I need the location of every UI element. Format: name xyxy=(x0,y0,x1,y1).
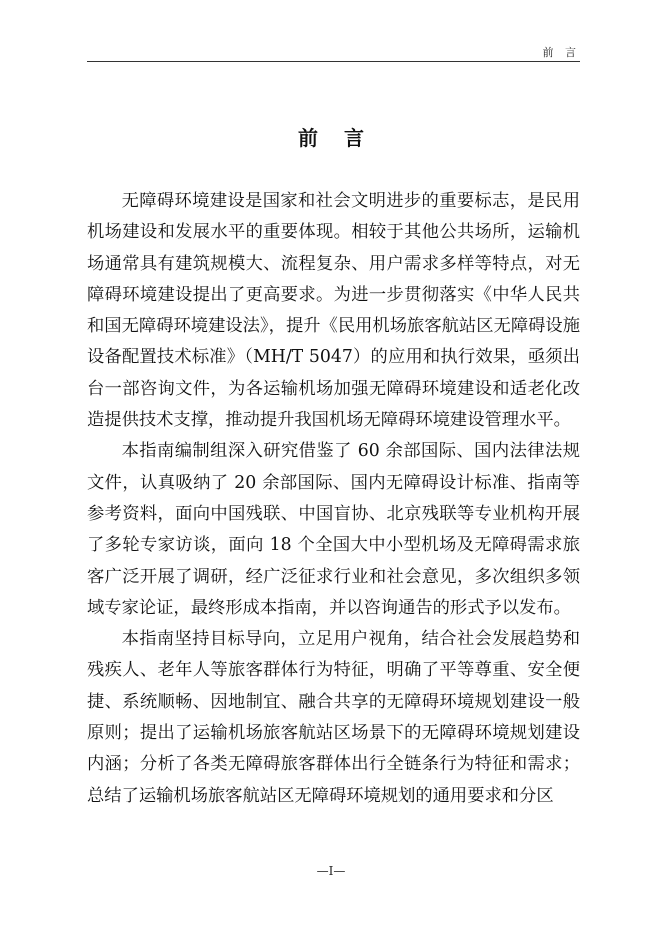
page-title: 前言 xyxy=(298,126,390,150)
paragraph-1: 无障碍环境建设是国家和社会文明进步的重要标志，是民用机场建设和发展水平的重要体现。相较于其他公共场所，运输机场通常具有建筑规模大、流程复杂、用户需求多样等特点，对无障碍环境建设提出了更高要求。为进一步贯彻落实《中华人民共和国无障碍环境建设法》，提升《民用机场旅客航站区无障碍设施设备配置技术标准》（MH/T 5047）的应用和执行效果，亟须出台一部咨询文件，为各运输机场加强无障碍环境建设和适老化改造提供技术支撑，推动提升我国机场无障碍环境建设管理水平。 xyxy=(87,191,580,431)
body-text xyxy=(87,186,580,812)
running-header: 前 言 xyxy=(542,46,580,59)
paragraph-3: 本指南坚持目标导向，立足用户视角，结合社会发展趋势和残疾人、老年人等旅客群体行为特征，明确了平等尊重、安全便捷、系统顺畅、因地制宜、融合共享的无障碍环境规划建设一般原则；提出了运输机场旅客航站区场景下的无障碍环境规划建设内涵；分析了各类无障碍旅客群体出行全链条行为特征和需求；总结了运输机场旅客航站区无障碍环境规划的通用要求和分区 xyxy=(87,629,580,806)
header-rule xyxy=(87,61,580,62)
page-number: —Ⅰ— xyxy=(316,864,346,878)
paragraph-2: 本指南编制组深入研究借鉴了 60 余部国际、国内法律法规文件，认真吸纳了 20 余部国际、国内无障碍设计标准、指南等参考资料，面向中国残联、中国盲协、北京残联等专业机构开展了多轮专家访谈，面向 18 个全国大中小型机场及无障碍需求旅客广泛开展了调研，经广泛征求行业和社会意见，多次组织多领域专家论证，最终形成本指南，并以咨询通告的形式予以发布。 xyxy=(87,441,580,618)
